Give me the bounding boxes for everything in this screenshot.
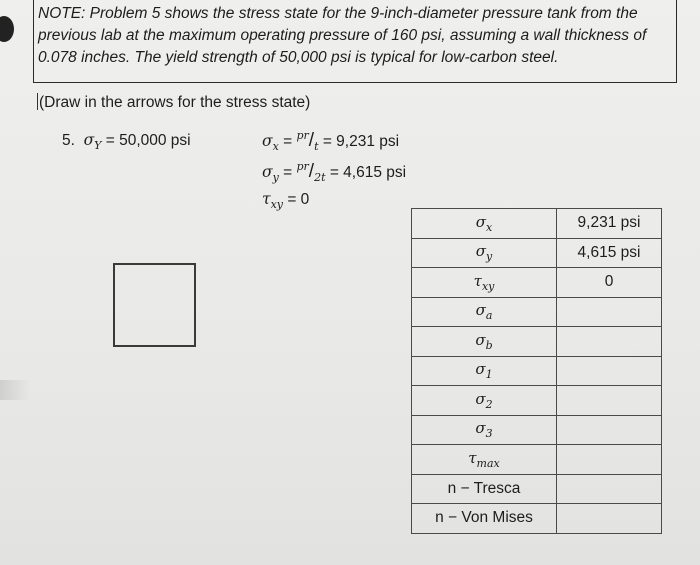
table-row-value <box>557 504 662 534</box>
eq-sy-numerator: pr <box>296 160 309 173</box>
yield-value: = 50,000 psi <box>105 132 191 149</box>
table-row-value <box>557 415 662 445</box>
table-row <box>412 356 662 386</box>
eq-sy-subscript: y <box>272 171 279 184</box>
yield-symbol: σ <box>83 131 95 149</box>
row-symbol: σ <box>475 212 487 231</box>
table-row-label <box>412 297 557 327</box>
row-symbol: σ <box>475 330 486 349</box>
eq-sx-subscript: x <box>272 140 279 153</box>
stress-results-table <box>411 208 662 534</box>
row-subscript: xy <box>481 279 495 293</box>
table-row-label <box>412 386 557 416</box>
table-row-value <box>557 297 662 327</box>
cursor-bar <box>37 93 38 110</box>
row-subscript: b <box>485 338 493 352</box>
instruction-text: (Draw in the arrows for the stress state) <box>39 94 311 111</box>
table-row-label <box>412 474 557 504</box>
row-symbol: σ <box>475 301 486 320</box>
table-row <box>412 268 662 298</box>
eq-sx-symbol: σ <box>262 132 273 150</box>
table-row-label <box>412 445 557 475</box>
problem-statement <box>62 131 191 152</box>
table-row <box>412 474 662 504</box>
eq-sy-symbol: σ <box>262 163 273 181</box>
eq-sx-result: = 9,231 psi <box>322 133 400 150</box>
table-row-label <box>412 504 557 534</box>
equation-sigma-x: $\sigma_x = ^{pr}/_t = 9,231$ psi <box>262 129 400 153</box>
table-row-label <box>412 327 557 357</box>
table-row <box>412 445 662 475</box>
row-symbol: σ <box>475 360 486 379</box>
row-text-label: n − Tresca <box>447 479 521 497</box>
eq-txy-result: = 0 <box>287 191 310 208</box>
stress-element-square <box>113 263 196 347</box>
note-line-2: previous lab at the maximum operating pressure of 160 psi, assuming a wall thickness of <box>38 27 647 44</box>
row-subscript: a <box>485 309 493 323</box>
eq-txy-subscript: xy <box>270 198 283 211</box>
row-subscript: 3 <box>485 427 493 441</box>
table-row <box>412 209 662 239</box>
instruction-label: Draw in the arrows for the stress state) <box>44 94 311 111</box>
note-text <box>38 3 674 69</box>
row-symbol: σ <box>475 242 487 261</box>
page-edge-shadow <box>0 380 30 400</box>
problem-number: 5. <box>62 132 75 149</box>
table-row <box>412 238 662 268</box>
table-row-value <box>557 445 662 475</box>
table-row-label <box>412 415 557 445</box>
row-subscript: x <box>486 220 493 234</box>
table-row-value <box>557 474 662 504</box>
row-symbol: σ <box>475 389 486 408</box>
yield-subscript: Y <box>94 139 102 152</box>
table-row-value: 9,231 psi <box>557 209 662 239</box>
note-line-1: NOTE: Problem 5 shows the stress state for the 9-inch-diameter pressure tank from the <box>38 5 638 22</box>
row-subscript: 1 <box>485 368 493 382</box>
row-text-label: n − Von Mises <box>435 509 533 527</box>
eq-sx-denominator: t <box>314 140 319 153</box>
table-row-label <box>412 268 557 298</box>
table-row <box>412 297 662 327</box>
row-subscript: 2 <box>485 397 493 411</box>
table-row <box>412 415 662 445</box>
row-symbol: τ <box>468 448 477 467</box>
eq-txy-symbol: τ <box>262 190 271 208</box>
note-line-3: 0.078 inches. The yield strength of 50,000 psi is typical for low-carbon steel. <box>38 49 559 66</box>
table-row <box>412 386 662 416</box>
table-row-value <box>557 356 662 386</box>
row-symbol: τ <box>473 271 482 290</box>
eq-sx-numerator: pr <box>296 129 309 142</box>
equation-sigma-y: $\sigma_y = ^{pr}/_{2t} = 4,615$ psi <box>262 160 407 184</box>
eq-sy-result: = 4,615 psi <box>329 164 407 181</box>
table-row-value <box>557 386 662 416</box>
table-row-label <box>412 356 557 386</box>
table-row-value: 0 <box>557 268 662 298</box>
table-row-value <box>557 327 662 357</box>
binder-hole-shadow <box>0 16 14 42</box>
eq-sy-denominator: 2t <box>314 171 326 184</box>
row-subscript: y <box>486 250 493 264</box>
table-row <box>412 327 662 357</box>
equation-tau-xy <box>262 190 309 211</box>
table-row-label <box>412 238 557 268</box>
table-row-label <box>412 209 557 239</box>
table-row <box>412 504 662 534</box>
row-subscript: max <box>476 456 500 470</box>
table-row-value: 4,615 psi <box>557 238 662 268</box>
row-symbol: σ <box>475 419 486 438</box>
